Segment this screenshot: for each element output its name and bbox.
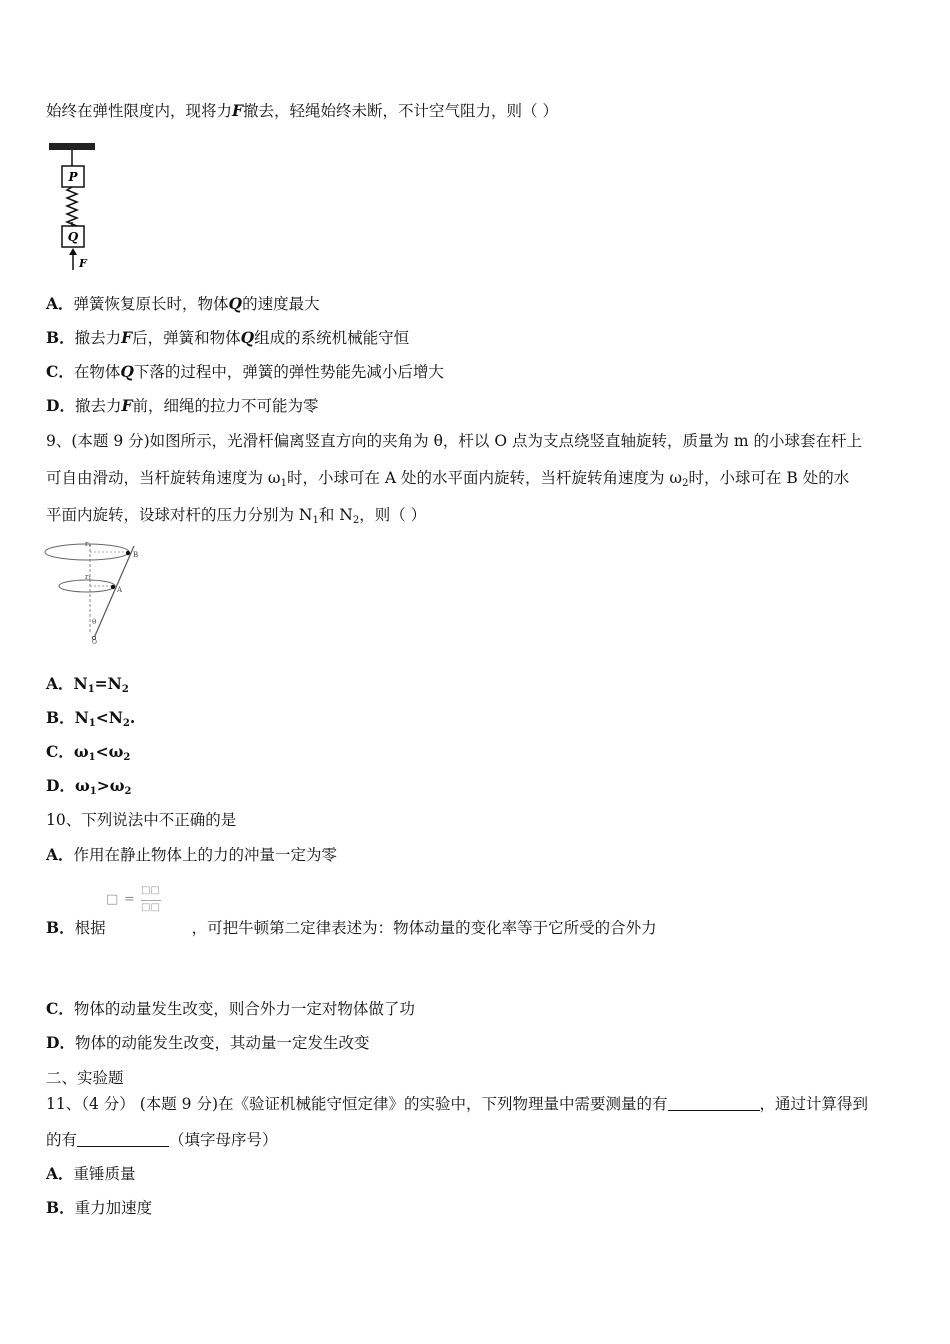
formula-lhs: □ <box>106 892 119 907</box>
option-letter: B． <box>46 1198 75 1217</box>
option-var: Q <box>240 328 255 347</box>
svg-text:O: O <box>92 639 97 646</box>
formula-denominator: □□ <box>141 902 160 913</box>
q11-option-b[interactable] <box>46 1198 152 1218</box>
answer-blank-2[interactable] <box>77 1132 169 1147</box>
subscript: 1 <box>88 752 96 763</box>
q9-stem-line2 <box>46 468 849 494</box>
option-text: ，可把牛顿第二定律表述为：物体动量的变化率等于它所受的合外力 <box>191 919 657 937</box>
option-letter: D． <box>46 776 75 795</box>
option-operator: < <box>95 742 109 761</box>
option-text: 后，弹簧和物体 <box>132 329 241 347</box>
option-text: 的速度最大 <box>242 295 320 313</box>
option-text: . <box>129 708 136 727</box>
q9-stem-line1 <box>46 431 862 451</box>
q11-stem-line1 <box>46 1094 868 1114</box>
q11-stem-line2 <box>46 1130 278 1150</box>
option-text: 根据 <box>74 919 106 937</box>
q10-stem-text: 10、下列说法中不正确的是 <box>46 811 237 829</box>
option-var: Q <box>228 294 243 313</box>
option-text: 重力加速度 <box>74 1199 153 1217</box>
option-letter: B． <box>46 918 75 937</box>
q8-option-a[interactable] <box>46 294 320 314</box>
svg-text:θ: θ <box>92 618 97 626</box>
option-text: ω <box>73 742 89 761</box>
q10-option-d[interactable] <box>46 1033 369 1053</box>
q9-stem-text: 时，小球可在 B 处的水 <box>688 469 850 487</box>
option-text: ω <box>74 776 90 795</box>
option-letter: C． <box>46 742 74 761</box>
section-heading-text: 二、实验题 <box>46 1069 124 1087</box>
formula-eq: = <box>124 892 135 907</box>
option-text: N <box>107 674 122 693</box>
q11-option-a[interactable] <box>46 1164 136 1184</box>
subscript: 2 <box>121 684 129 695</box>
q9-stem-text: 9、(本题 9 分)如图所示，光滑杆偏离竖直方向的夹角为 θ，杆以 O 点为支点绕竖直轴旋转，质量为 m 的小球套在杆上 <box>46 432 863 450</box>
q9-option-b[interactable] <box>46 708 135 734</box>
option-text: ω <box>109 776 125 795</box>
block-p-label: P <box>68 170 78 184</box>
option-text: N <box>73 674 88 693</box>
option-text: N <box>108 708 123 727</box>
option-letter: D． <box>46 396 75 415</box>
option-text: ω <box>108 742 124 761</box>
option-var: F <box>121 328 133 347</box>
formula-numerator: □□ <box>141 885 160 896</box>
force-label: F <box>79 257 87 270</box>
q8-stem-tail <box>46 101 558 121</box>
answer-blank-1[interactable] <box>668 1096 760 1111</box>
option-letter: C． <box>46 999 74 1018</box>
svg-text:A: A <box>117 586 123 594</box>
option-text: 物体的动能发生改变，其动量一定发生改变 <box>74 1034 370 1052</box>
svg-text:B: B <box>133 551 139 559</box>
q9-stem-text: 可自由滑动，当杆旋转角速度为 ω <box>46 469 281 487</box>
ball-a <box>111 585 115 589</box>
q9-stem-line3 <box>46 505 426 531</box>
q9-stem-text: 和 N <box>318 506 353 524</box>
subscript: 1 <box>87 684 95 695</box>
q8-stem-text-b: 撤去，轻绳始终未断，不计空气阻力，则（ ） <box>243 102 558 120</box>
ceiling <box>49 143 95 150</box>
q9-option-a[interactable] <box>46 674 129 700</box>
q8-option-c[interactable] <box>46 362 444 382</box>
q9-stem-text: 时，小球可在 A 处的水平面内旋转，当杆旋转角速度为 ω <box>286 469 683 487</box>
q9-stem-text: ，则（ ） <box>359 506 427 524</box>
option-operator: = <box>94 674 108 693</box>
option-operator: > <box>96 776 110 795</box>
option-text: 作用在静止物体上的力的冲量一定为零 <box>73 846 338 864</box>
option-letter: B． <box>46 328 75 347</box>
subscript: 2 <box>123 752 131 763</box>
subscript: 2 <box>124 786 132 797</box>
block-q-label: Q <box>67 230 79 244</box>
q11-stem-text: ，通过计算得到 <box>759 1095 869 1113</box>
option-letter: A． <box>46 1164 74 1183</box>
subscript: 1 <box>88 718 96 729</box>
option-text: 弹簧恢复原长时，物体 <box>73 295 229 313</box>
option-var: F <box>121 396 133 415</box>
option-var: Q <box>120 362 134 381</box>
subscript: 1 <box>89 786 97 797</box>
q9-stem-text: 平面内旋转，设球对杆的压力分别为 N <box>46 506 313 524</box>
q11-stem-text: （填字母序号） <box>169 1131 278 1149</box>
option-text: 下落的过程中，弹簧的弹性势能先减小后增大 <box>133 363 444 381</box>
option-letter: C． <box>46 362 74 381</box>
option-text: 组成的系统机械能守恒 <box>254 329 410 347</box>
subscript: 2 <box>352 515 360 526</box>
q8-option-b[interactable] <box>46 328 409 348</box>
option-letter: D． <box>46 1033 75 1052</box>
option-text: 撤去力 <box>74 397 122 415</box>
q9-option-c[interactable] <box>46 742 130 768</box>
option-letter: A． <box>46 674 74 693</box>
option-text: 前，细绳的拉力不可能为零 <box>132 397 319 415</box>
q11-stem-text: 11、（4 分） (本题 9 分)在《验证机械能守恒定律》的实验中，下列物理量中需要测量的有 <box>46 1095 668 1113</box>
option-operator: < <box>95 708 109 727</box>
q10-option-b[interactable] <box>46 918 657 938</box>
option-text: 在物体 <box>73 363 121 381</box>
q8-stem-text-a: 始终在弹性限度内，现将力 <box>46 102 233 120</box>
q10-option-a[interactable] <box>46 845 337 865</box>
spring-figure <box>44 140 104 275</box>
q10-stem <box>46 810 236 830</box>
q8-stem-var-f: F <box>232 101 244 120</box>
subscript: 1 <box>312 515 319 526</box>
section-heading <box>46 1068 124 1088</box>
formula-fraction-bar <box>141 900 161 901</box>
ball-b <box>126 551 130 555</box>
svg-text:r₁: r₁ <box>85 573 92 581</box>
option-letter: A． <box>46 845 74 864</box>
option-text: 物体的动量发生改变，则合外力一定对物体做了功 <box>73 1000 415 1018</box>
option-text: 撤去力 <box>74 329 122 347</box>
option-text: N <box>74 708 89 727</box>
q9-option-d[interactable] <box>46 776 131 802</box>
subscript: 2 <box>682 478 689 489</box>
q11-stem-text: 的有 <box>46 1131 78 1149</box>
subscript: 2 <box>122 718 130 729</box>
option-text: 重锤质量 <box>73 1165 136 1183</box>
rotating-rod-figure <box>42 536 152 646</box>
q8-option-d[interactable] <box>46 396 319 416</box>
q10-option-c[interactable] <box>46 999 415 1019</box>
option-letter: A． <box>46 294 74 313</box>
option-letter: B． <box>46 708 75 727</box>
svg-text:r₂: r₂ <box>85 540 92 548</box>
subscript: 1 <box>280 478 287 489</box>
